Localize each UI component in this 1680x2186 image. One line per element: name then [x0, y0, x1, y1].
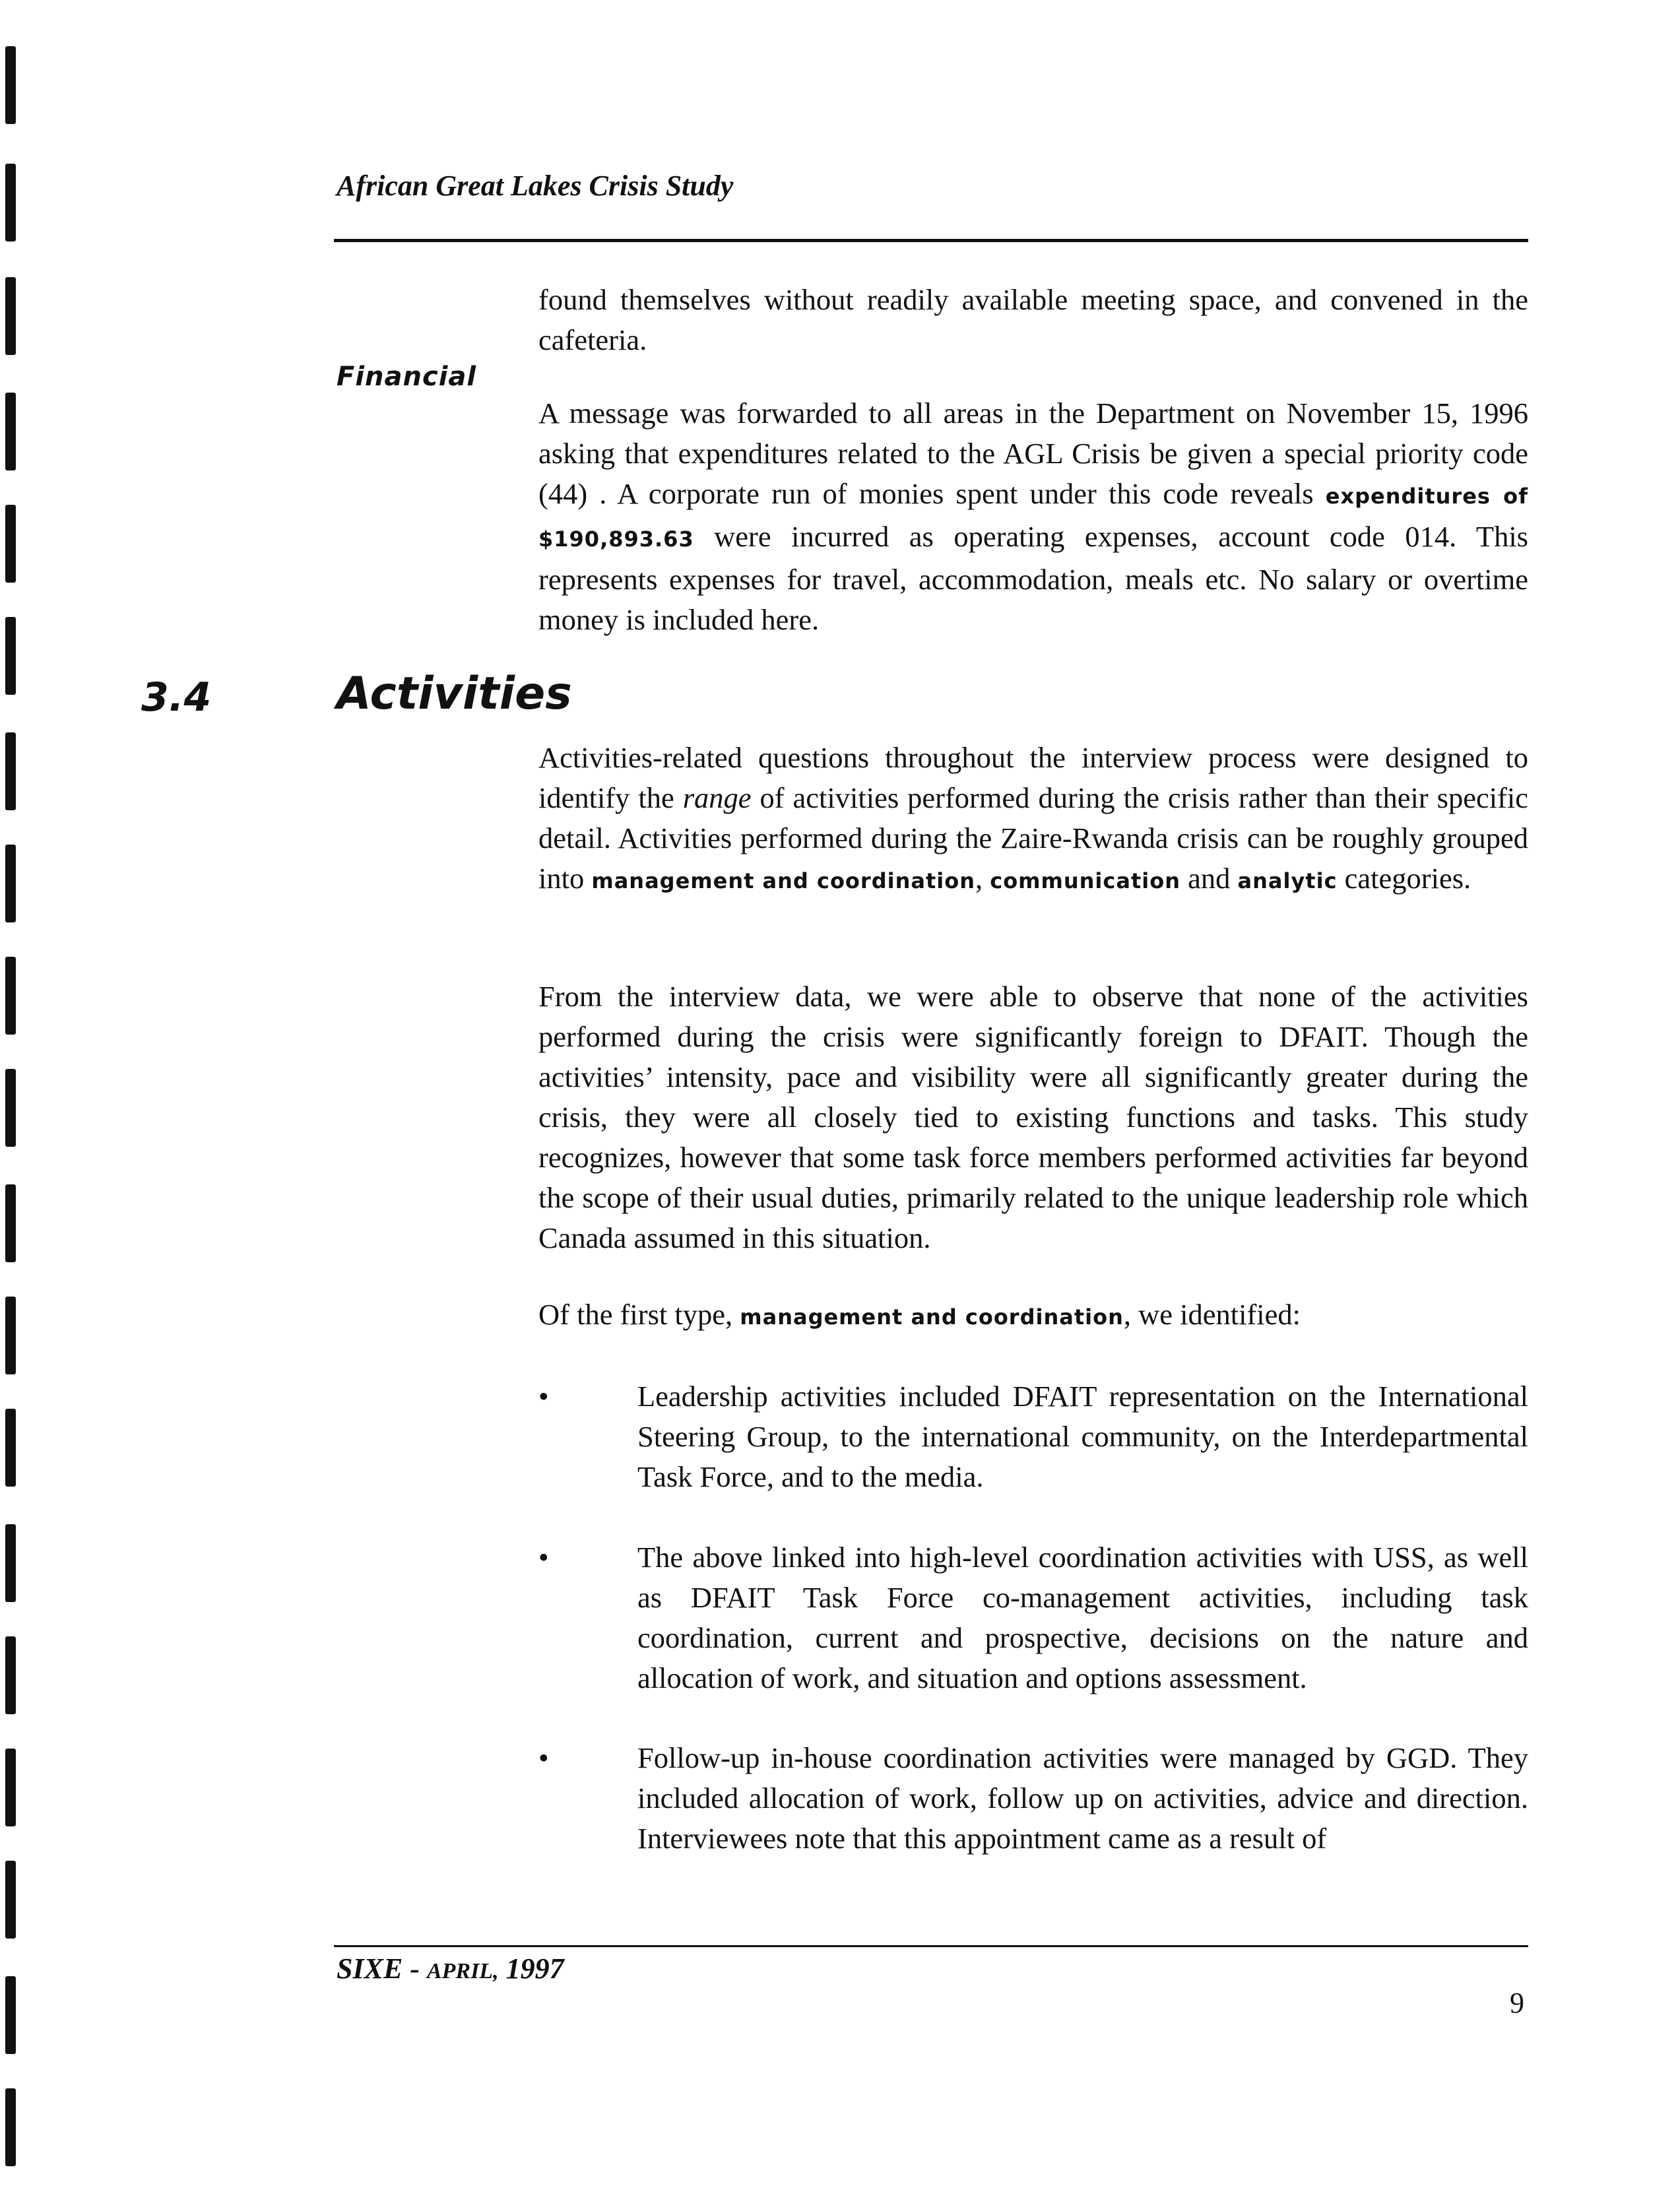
financial-paragraph — [538, 393, 1528, 640]
page-number: 9 — [1510, 1987, 1524, 2019]
bullet-text: Leadership activities included DFAIT representation on the International Steering Group, to the international community, on the Interdepartmental Task Force, and to the media. — [637, 1380, 1528, 1493]
binding-mark — [5, 1524, 16, 1602]
continuation-paragraph: found themselves without readily available meeting space, and convened in the cafeteria. — [538, 283, 1528, 356]
financial-text-part-2: were incurred as operating expenses, account code 014. This represents expenses for travel, accommodation, meals etc. No salary or overtime money is included here. — [538, 520, 1528, 636]
para3-text-a: Of the first type, — [538, 1298, 733, 1331]
binding-mark — [5, 1636, 16, 1714]
binding-mark — [5, 1409, 16, 1487]
footer-year: 1997 — [505, 1952, 564, 1985]
binding-mark — [5, 1861, 16, 1939]
para1-and: and — [1188, 862, 1231, 895]
para3-text-b: , we identified: — [1123, 1298, 1301, 1331]
activities-paragraph-3 — [538, 1295, 1528, 1337]
binding-mark — [5, 845, 16, 922]
binding-mark — [5, 1976, 16, 2054]
financial-side-heading: Financial — [337, 362, 477, 392]
running-header-title: African Great Lakes Crisis Study — [337, 170, 734, 202]
activities-paragraph-2: From the interview data, we were able to observe that none of the activities performed during the crisis were significantly foreign to DFAIT. Though the activities’ intensity, pace and visibility were all significantly greater during the crisis, they were all closely tied to existing functions and tasks. This study recognizes, however that some task force members performed activities far beyond the scope of their usual duties, primarily related to the unique leadership role which Canada assumed in this situation. — [538, 980, 1528, 1254]
para1-bold-communication: communication — [990, 868, 1180, 893]
binding-mark — [5, 505, 16, 583]
financial-text-part-1: A message was forwarded to all areas in the Department on November 15, 1996 asking that expenditures related to the AGL Crisis be given a special priority code (44) . A corporate run of monies spent under this code reveals — [538, 397, 1528, 510]
binding-mark — [5, 1069, 16, 1147]
bullet-text: Follow-up in-house coordination activities were managed by GGD. They included allocation of work, follow up on activities, advice and direction. Interviewees note that this appointment came as a result of — [637, 1741, 1528, 1855]
binding-mark — [5, 1749, 16, 1826]
binding-mark — [5, 46, 16, 124]
para1-bold-analytic: analytic — [1237, 868, 1338, 893]
para1-comma: , — [975, 862, 983, 895]
binding-mark — [5, 393, 16, 470]
header-rule — [334, 239, 1528, 242]
para1-text-a: Activities-related questions throughout the interview process were designed to identify the — [538, 741, 1528, 814]
section-title: Activities — [337, 668, 572, 720]
binding-mark — [5, 164, 16, 241]
binding-holes — [0, 0, 40, 2186]
footer-citation — [337, 1952, 564, 1985]
binding-mark — [5, 277, 16, 355]
footer-month: APRIL, — [426, 1959, 499, 1983]
para1-text-e: categories. — [1344, 862, 1471, 895]
para3-bold-management: management and coordination — [740, 1304, 1124, 1330]
bullet-dot-icon: • — [538, 1380, 549, 1413]
binding-mark — [5, 957, 16, 1035]
binding-mark — [5, 732, 16, 810]
bullet-dot-icon: • — [538, 1741, 549, 1774]
binding-mark — [5, 617, 16, 695]
footer-org: SIXE - — [337, 1952, 420, 1985]
activities-paragraph-1 — [538, 738, 1528, 901]
para1-bold-management: management and coordination — [591, 868, 975, 893]
footer-rule — [334, 1945, 1528, 1947]
section-number: 3.4 — [141, 674, 212, 721]
financial-expenditure-amount: expenditures of $190,893.63 — [538, 484, 1529, 552]
binding-mark — [5, 1184, 16, 1262]
binding-mark — [5, 1297, 16, 1374]
bullet-text: The above linked into high-level coordination activities with USS, as well as DFAIT Task Force co-management activities, including task coordination, current and prospective, decisions on the nature and allocation of work, and situation and options assessment. — [637, 1541, 1528, 1694]
binding-mark — [5, 2088, 16, 2166]
bullet-dot-icon: • — [538, 1541, 549, 1574]
para1-text-b: of activities performed during the crisis rather than their specific detail. Activities performed during the Zaire-Rwanda crisis can be roughly grouped into — [538, 781, 1529, 895]
para1-emphasis-range: range — [682, 781, 752, 814]
